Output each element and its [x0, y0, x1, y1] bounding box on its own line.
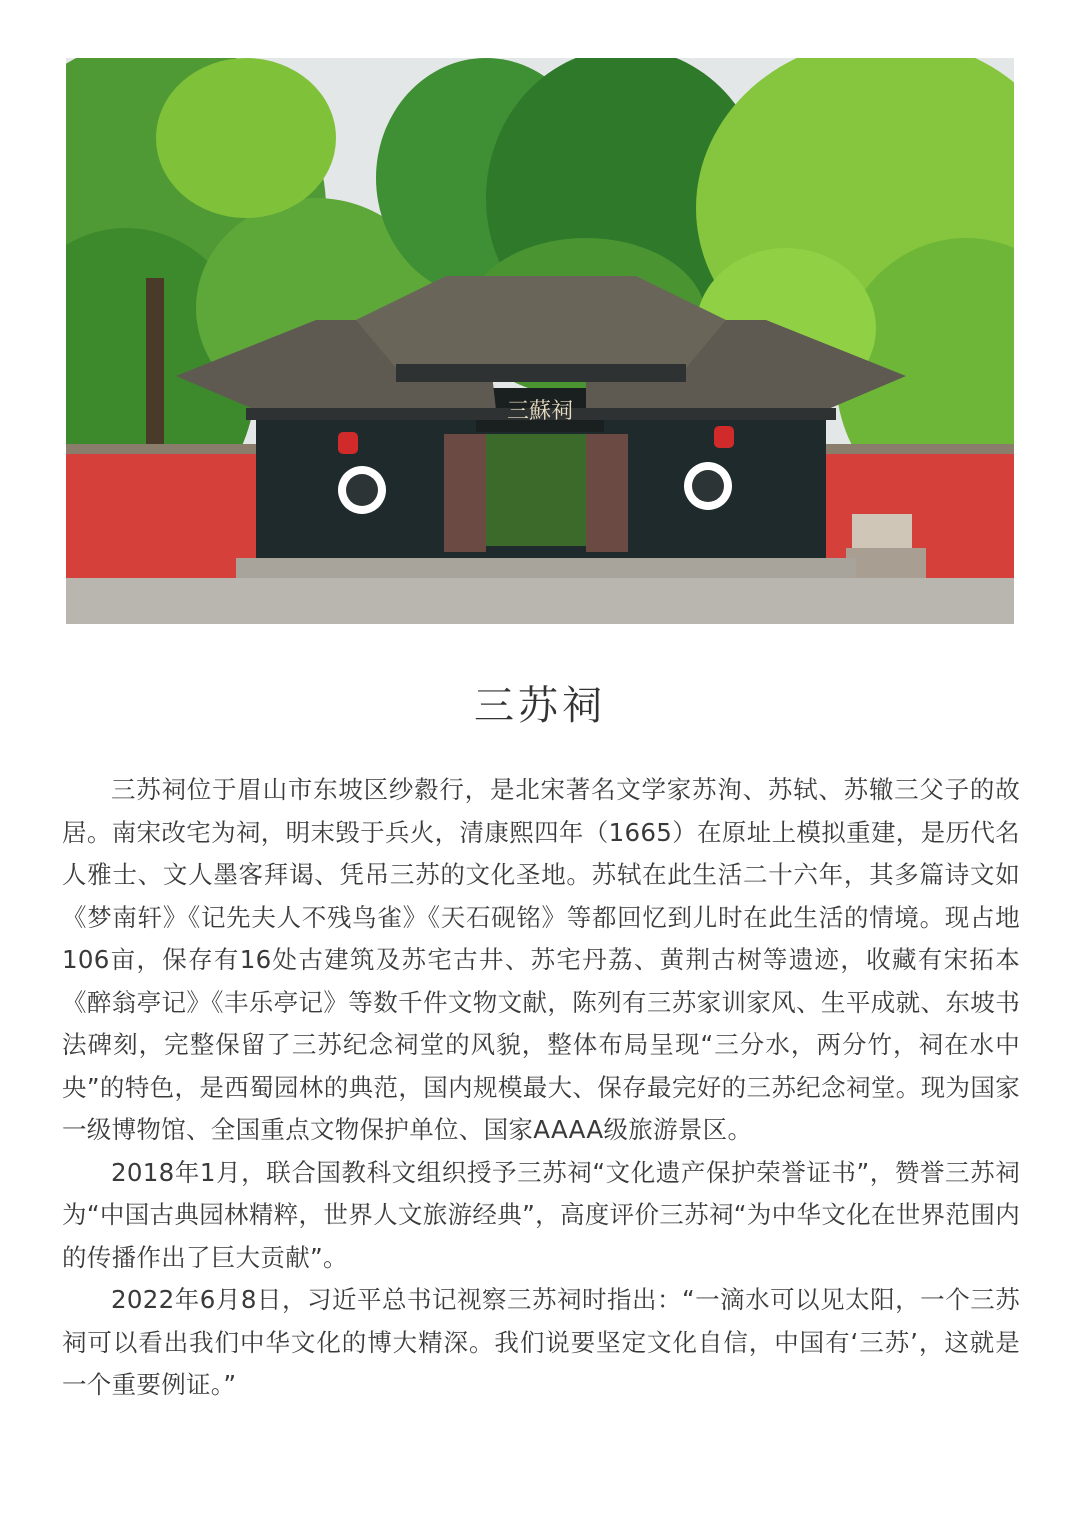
- article-body: [62, 769, 1020, 1407]
- shrine-gate-photo: [66, 58, 1014, 624]
- paragraph-visit: 2022年6月8日，习近平总书记视察三苏祠时指出：“一滴水可以见太阳，一个三苏祠可以看出我们中华文化的博大精深。我们说要坚定文化自信，中国有‘三苏’，这就是一个重要例证。”: [62, 1285, 1020, 1399]
- article-title: 三苏祠: [474, 683, 606, 729]
- paragraph-history: 三苏祠位于眉山市东坡区纱縠行，是北宋著名文学家苏洵、苏轼、苏辙三父子的故居。南宋改宅为祠，明末毁于兵火，清康熙四年（1665）在原址上模拟重建，是历代名人雅士、文人墨客拜谒、凭吊三苏的文化圣地。苏轼在此生活二十六年，其多篇诗文如《梦南轩》《记先夫人不残鸟雀》《天石砚铭》等都回忆到儿时在此生活的情境。现占地106亩，保存有16处古建筑及苏宅古井、苏宅丹荔、黄荆古树等遗迹，收藏有宋拓本《醉翁亭记》《丰乐亭记》等数千件文物文献，陈列有三苏家训家风、生平成就、东坡书法碑刻，完整保留了三苏纪念祠堂的风貌，整体布局呈现“三分水，两分竹，祠在水中央”的特色，是西蜀园林的典范，国内规模最大、保存最完好的三苏纪念祠堂。现为国家一级博物馆、全国重点文物保护单位、国家AAAA级旅游景区。: [62, 775, 1020, 1144]
- stone-sign: [852, 514, 912, 550]
- shrine-gate-illustration: [66, 58, 1014, 624]
- lantern-right: [714, 426, 734, 448]
- steps: [236, 558, 856, 580]
- gate-opening: [486, 434, 586, 546]
- paragraph-unesco: 2018年1月，联合国教科文组织授予三苏祠“文化遗产保护荣誉证书”，赞誉三苏祠为“中国古典园林精粹，世界人文旅游经典”，高度评价三苏祠“为中华文化在世界范围内的传播作出了巨大贡献”。: [62, 1157, 1020, 1272]
- ground: [66, 578, 1014, 624]
- lantern-left: [338, 432, 358, 454]
- plaque-text: 三蘇祠: [506, 399, 574, 424]
